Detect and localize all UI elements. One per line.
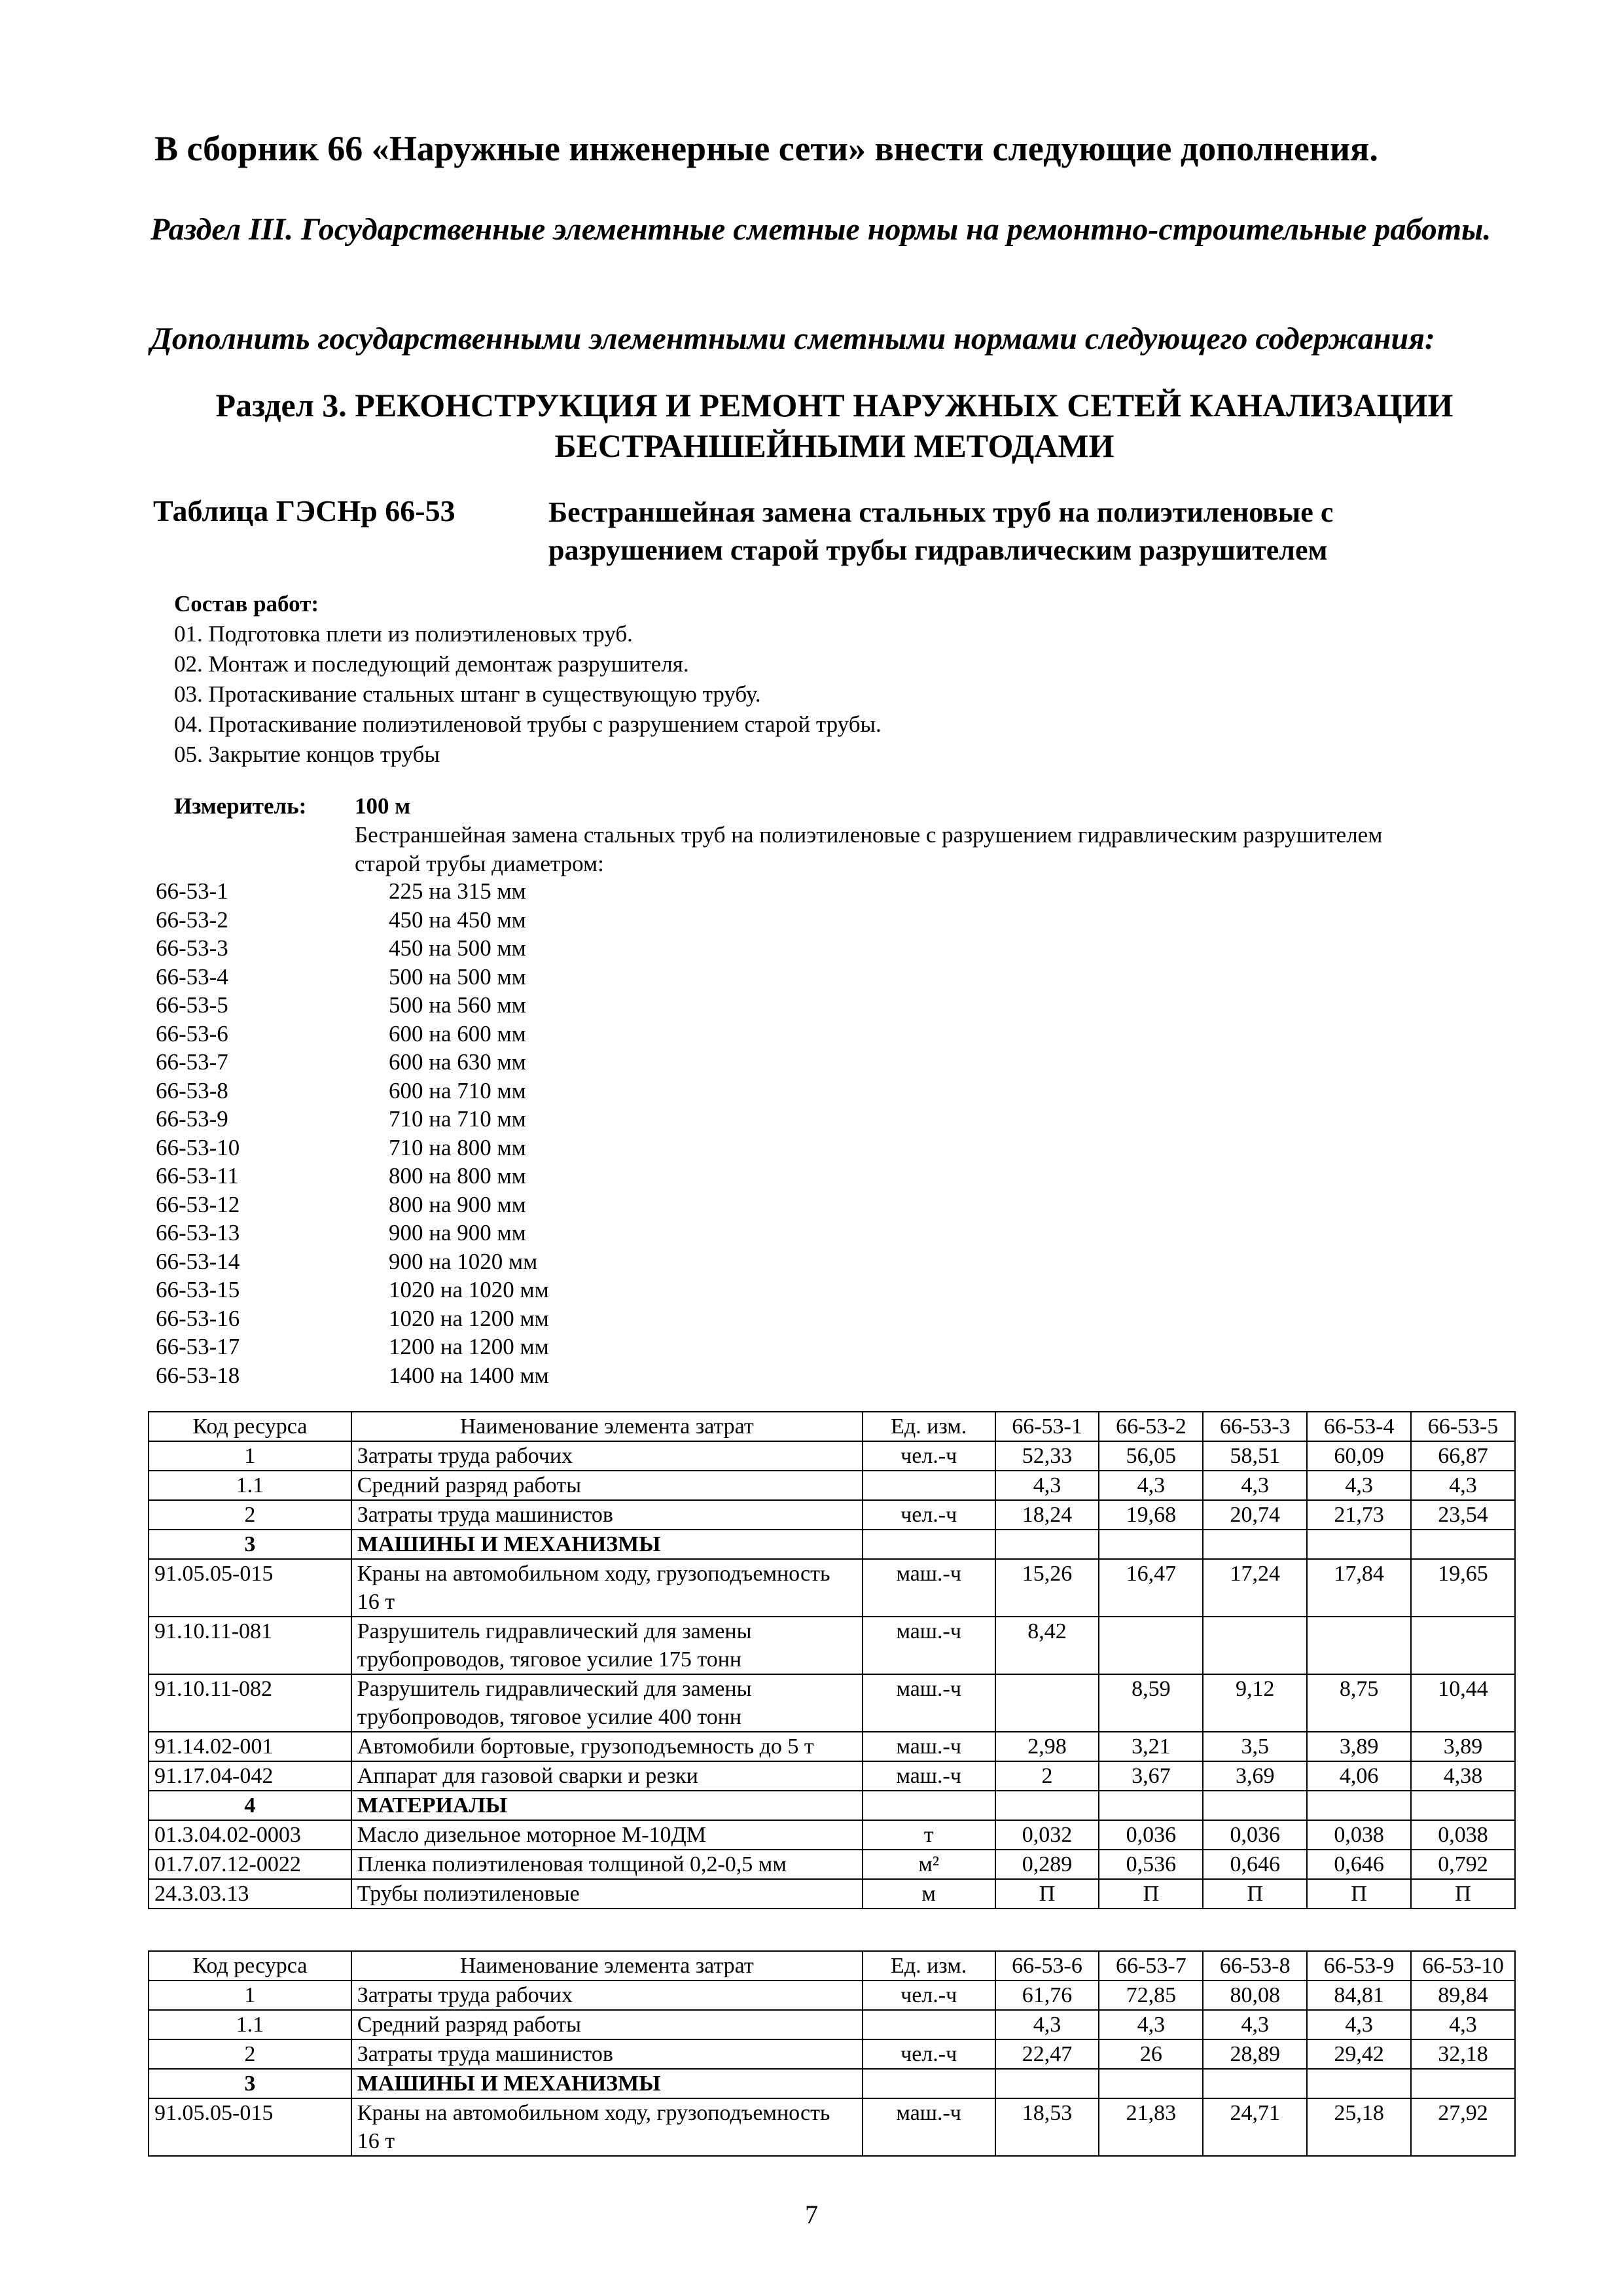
unit: маш.-ч <box>863 2098 995 2156</box>
unit <box>863 2069 995 2098</box>
resource-code: 01.7.07.12-0022 <box>149 1850 351 1879</box>
column-header: 66-53-6 <box>995 1951 1099 1981</box>
norm-value <box>1411 2069 1515 2098</box>
column-header: 66-53-3 <box>1203 1412 1307 1441</box>
meter-description-line-2: старой трубы диаметром: <box>355 851 604 876</box>
norm-value: 17,84 <box>1307 1559 1411 1617</box>
norm-value: 22,47 <box>995 2039 1099 2069</box>
norm-value: 8,42 <box>995 1617 1099 1674</box>
norm-code: 66-53-9 <box>156 1106 228 1132</box>
table-row <box>149 1674 1515 1732</box>
unit: маш.-ч <box>863 1674 995 1732</box>
norm-value: 0,032 <box>995 1820 1099 1850</box>
section-reference: Раздел III. Государственные элементные сметные нормы на ремонтно-строительные работы. <box>151 212 1491 247</box>
norm-diameter: 800 на 900 мм <box>389 1191 526 1217</box>
norm-value: 24,71 <box>1203 2098 1307 2156</box>
norm-code: 66-53-10 <box>156 1134 240 1160</box>
norm-diameter: 450 на 500 мм <box>389 935 526 961</box>
norm-code: 66-53-1 <box>156 878 228 904</box>
table-row <box>149 1500 1515 1530</box>
intro-heading: В сборник 66 «Наружные инженерные сети» внести следующие дополнения. <box>154 129 1378 168</box>
supplement-note: Дополнить государственными элементными сметными нормами следующего содержания: <box>151 321 1435 356</box>
norm-diameter: 500 на 560 мм <box>389 992 526 1018</box>
norm-code: 66-53-5 <box>156 992 228 1018</box>
norm-value: 29,42 <box>1307 2039 1411 2069</box>
section-title-line-2: БЕСТРАНШЕЙНЫМИ МЕТОДАМИ <box>554 427 1115 464</box>
norm-diameter: 500 на 500 мм <box>389 963 526 990</box>
norm-value: 4,3 <box>1307 1471 1411 1500</box>
norm-value: 3,21 <box>1099 1732 1203 1761</box>
norm-value <box>995 2069 1099 2098</box>
table-title-line-2: разрушением старой трубы гидравлическим разрушителем <box>548 534 1328 566</box>
norm-diameter: 225 на 315 мм <box>389 878 526 904</box>
norm-diameter: 900 на 1020 мм <box>389 1248 538 1274</box>
resource-name: Краны на автомобильном ходу, грузоподъемность 16 т <box>351 1559 863 1617</box>
resource-name: Трубы полиэтиленовые <box>351 1879 863 1909</box>
meter-description <box>355 821 1526 878</box>
norm-value <box>1203 1791 1307 1820</box>
column-header: 66-53-2 <box>1099 1412 1203 1441</box>
unit: чел.-ч <box>863 1441 995 1471</box>
norm-value <box>1203 1617 1307 1674</box>
resource-table-2 <box>148 1950 1516 2157</box>
norm-value: 56,05 <box>1099 1441 1203 1471</box>
norm-code: 66-53-15 <box>156 1277 240 1302</box>
norm-code: 66-53-13 <box>156 1220 240 1246</box>
table-row <box>149 1981 1515 2010</box>
resource-code: 91.10.11-082 <box>149 1674 351 1732</box>
work-composition-heading: Состав работ: <box>174 591 319 617</box>
table-header-row <box>149 1951 1515 1981</box>
norm-value: 8,75 <box>1307 1674 1411 1732</box>
norm-value: 4,3 <box>1411 1471 1515 1500</box>
table-header-row <box>149 1412 1515 1441</box>
resource-code: 2 <box>149 2039 351 2069</box>
norm-value <box>1307 1617 1411 1674</box>
resource-name: Масло дизельное моторное М-10ДМ <box>351 1820 863 1850</box>
norm-value <box>1411 1617 1515 1674</box>
unit: т <box>863 1820 995 1850</box>
norm-value: 25,18 <box>1307 2098 1411 2156</box>
resource-name: Разрушитель гидравлический для замены трубопроводов, тяговое усилие 400 тонн <box>351 1674 863 1732</box>
norm-code: 66-53-11 <box>156 1163 240 1189</box>
resource-code: 91.14.02-001 <box>149 1732 351 1761</box>
column-header: 66-53-9 <box>1307 1951 1411 1981</box>
norm-value: 66,87 <box>1411 1441 1515 1471</box>
norm-value: 52,33 <box>995 1441 1099 1471</box>
norm-diameter: 450 на 450 мм <box>389 906 526 933</box>
norm-value <box>1411 1530 1515 1559</box>
norm-value: 0,036 <box>1099 1820 1203 1850</box>
norm-value: 18,53 <box>995 2098 1099 2156</box>
norm-value: 4,38 <box>1411 1761 1515 1791</box>
norm-value: 4,3 <box>995 1471 1099 1500</box>
norm-diameter: 600 на 710 мм <box>389 1077 526 1103</box>
norm-value: 8,59 <box>1099 1674 1203 1732</box>
column-header: 66-53-5 <box>1411 1412 1515 1441</box>
norm-value <box>995 1530 1099 1559</box>
norm-value: 0,646 <box>1203 1850 1307 1879</box>
unit: м² <box>863 1850 995 1879</box>
unit: маш.-ч <box>863 1559 995 1617</box>
table-title-line-1: Бестраншейная замена стальных труб на полиэтиленовые с <box>548 496 1334 528</box>
unit: чел.-ч <box>863 1500 995 1530</box>
resource-code: 2 <box>149 1500 351 1530</box>
norm-value <box>1307 1791 1411 1820</box>
norm-value: 23,54 <box>1411 1500 1515 1530</box>
column-header: Код ресурса <box>149 1412 351 1441</box>
column-header: 66-53-1 <box>995 1412 1099 1441</box>
work-item: 02. Монтаж и последующий демонтаж разрушителя. <box>174 651 689 677</box>
norm-code: 66-53-16 <box>156 1305 240 1331</box>
norm-value: 80,08 <box>1203 1981 1307 2010</box>
work-item: 04. Протаскивание полиэтиленовой трубы с разрушением старой трубы. <box>174 711 882 737</box>
norm-value: 0,536 <box>1099 1850 1203 1879</box>
resource-name: Автомобили бортовые, грузоподъемность до 5 т <box>351 1732 863 1761</box>
norm-value: 0,289 <box>995 1850 1099 1879</box>
resource-name: Пленка полиэтиленовая толщиной 0,2-0,5 мм <box>351 1850 863 1879</box>
meter-value: 100 м <box>355 793 411 819</box>
norm-value: 4,3 <box>1411 2010 1515 2039</box>
norm-value: 2 <box>995 1761 1099 1791</box>
work-composition <box>174 589 882 770</box>
resource-code: 91.05.05-015 <box>149 2098 351 2156</box>
norm-value: 21,83 <box>1099 2098 1203 2156</box>
norm-value: 3,5 <box>1203 1732 1307 1761</box>
norm-diameter: 900 на 900 мм <box>389 1220 526 1246</box>
norm-diameter: 1400 на 1400 мм <box>389 1362 549 1388</box>
resource-table-1 <box>148 1411 1516 1909</box>
resource-name: Аппарат для газовой сварки и резки <box>351 1761 863 1791</box>
norm-value <box>1099 2069 1203 2098</box>
unit <box>863 1530 995 1559</box>
resource-code: 3 <box>149 2069 351 2098</box>
norm-value: 3,89 <box>1307 1732 1411 1761</box>
resource-name: Затраты труда рабочих <box>351 1441 863 1471</box>
resource-code: 1.1 <box>149 1471 351 1500</box>
unit: чел.-ч <box>863 1981 995 2010</box>
resource-code: 24.3.03.13 <box>149 1879 351 1909</box>
resource-name: Затраты труда рабочих <box>351 1981 863 2010</box>
table-row <box>149 1471 1515 1500</box>
resource-name: Краны на автомобильном ходу, грузоподъемность 16 т <box>351 2098 863 2156</box>
unit: маш.-ч <box>863 1617 995 1674</box>
norm-diameter: 600 на 600 мм <box>389 1020 526 1047</box>
resource-code: 3 <box>149 1530 351 1559</box>
norm-value: 4,3 <box>1099 1471 1203 1500</box>
norm-value <box>1203 2069 1307 2098</box>
resource-code: 1 <box>149 1981 351 2010</box>
norm-diameter: 710 на 710 мм <box>389 1106 526 1132</box>
norm-value: 89,84 <box>1411 1981 1515 2010</box>
norm-value <box>1307 1530 1411 1559</box>
norm-value: 0,038 <box>1307 1820 1411 1850</box>
column-header: Ед. изм. <box>863 1412 995 1441</box>
norm-code: 66-53-12 <box>156 1191 240 1217</box>
norm-value <box>995 1791 1099 1820</box>
norm-code: 66-53-8 <box>156 1077 228 1103</box>
norm-code: 66-53-6 <box>156 1020 228 1047</box>
meter-description-line-1: Бестраншейная замена стальных труб на полиэтиленовые с разрушением гидравлическим разрушителем <box>355 822 1383 848</box>
table-row <box>149 1850 1515 1879</box>
norm-value: 32,18 <box>1411 2039 1515 2069</box>
norm-value: П <box>1203 1879 1307 1909</box>
column-header: 66-53-10 <box>1411 1951 1515 1981</box>
resource-name: МАШИНЫ И МЕХАНИЗМЫ <box>351 2069 863 2098</box>
section-title-line-1: Раздел 3. РЕКОНСТРУКЦИЯ И РЕМОНТ НАРУЖНЫХ СЕТЕЙ КАНАЛИЗАЦИИ <box>215 387 1454 423</box>
norm-value: 61,76 <box>995 1981 1099 2010</box>
norm-value: 16,47 <box>1099 1559 1203 1617</box>
norm-value: 4,3 <box>1203 1471 1307 1500</box>
norm-code: 66-53-2 <box>156 906 228 933</box>
table-row <box>149 2010 1515 2039</box>
resource-code: 91.05.05-015 <box>149 1559 351 1617</box>
unit <box>863 1791 995 1820</box>
unit: м <box>863 1879 995 1909</box>
resource-code: 01.3.04.02-0003 <box>149 1820 351 1850</box>
norm-value: 0,792 <box>1411 1850 1515 1879</box>
unit <box>863 1471 995 1500</box>
column-header: 66-53-4 <box>1307 1412 1411 1441</box>
norm-code: 66-53-17 <box>156 1334 240 1359</box>
resource-name: Разрушитель гидравлический для замены трубопроводов, тяговое усилие 175 тонн <box>351 1617 863 1674</box>
norm-diameter: 600 на 630 мм <box>389 1049 526 1075</box>
table-row <box>149 1530 1515 1559</box>
unit: маш.-ч <box>863 1732 995 1761</box>
norm-value: 58,51 <box>1203 1441 1307 1471</box>
norm-value: 4,3 <box>1307 2010 1411 2039</box>
resource-name: Средний разряд работы <box>351 2010 863 2039</box>
norm-value <box>995 1674 1099 1732</box>
section-title <box>131 385 1538 466</box>
norm-value: П <box>1099 1879 1203 1909</box>
resource-code: 1.1 <box>149 2010 351 2039</box>
norm-value <box>1099 1791 1203 1820</box>
norm-value: 72,85 <box>1099 1981 1203 2010</box>
resource-name: МАТЕРИАЛЫ <box>351 1791 863 1820</box>
norm-value: 0,038 <box>1411 1820 1515 1850</box>
norm-code: 66-53-18 <box>156 1362 240 1388</box>
norm-value: П <box>995 1879 1099 1909</box>
unit: маш.-ч <box>863 1761 995 1791</box>
norm-value: 19,65 <box>1411 1559 1515 1617</box>
norm-value: 4,3 <box>995 2010 1099 2039</box>
norm-value: 0,036 <box>1203 1820 1307 1850</box>
norm-value: 28,89 <box>1203 2039 1307 2069</box>
table-row <box>149 2039 1515 2069</box>
table-row <box>149 1820 1515 1850</box>
norm-value: 17,24 <box>1203 1559 1307 1617</box>
norm-value: 21,73 <box>1307 1500 1411 1530</box>
norm-code: 66-53-3 <box>156 935 228 961</box>
resource-code: 91.10.11-081 <box>149 1617 351 1674</box>
norm-diameter-list <box>389 877 549 1390</box>
norm-value: 9,12 <box>1203 1674 1307 1732</box>
norm-value: П <box>1307 1879 1411 1909</box>
norm-value: 10,44 <box>1411 1674 1515 1732</box>
table-row <box>149 1761 1515 1791</box>
norm-value: 0,646 <box>1307 1850 1411 1879</box>
resource-name: Затраты труда машинистов <box>351 2039 863 2069</box>
table-row <box>149 2098 1515 2156</box>
norm-value: 4,06 <box>1307 1761 1411 1791</box>
norm-value <box>1099 1530 1203 1559</box>
work-item: 03. Протаскивание стальных штанг в существующую трубу. <box>174 681 761 707</box>
work-item: 01. Подготовка плети из полиэтиленовых труб. <box>174 621 633 647</box>
column-header: Код ресурса <box>149 1951 351 1981</box>
norm-value: 19,68 <box>1099 1500 1203 1530</box>
norm-value: 18,24 <box>995 1500 1099 1530</box>
norm-diameter: 800 на 800 мм <box>389 1163 526 1189</box>
norm-value: 27,92 <box>1411 2098 1515 2156</box>
norm-code-list <box>156 877 240 1390</box>
norm-diameter: 1020 на 1020 мм <box>389 1277 549 1302</box>
work-item: 05. Закрытие концов трубы <box>174 742 440 767</box>
page-number: 7 <box>805 2200 818 2229</box>
unit: чел.-ч <box>863 2039 995 2069</box>
norm-value <box>1307 2069 1411 2098</box>
resource-code: 4 <box>149 1791 351 1820</box>
norm-value: 3,89 <box>1411 1732 1515 1761</box>
norm-value: 3,67 <box>1099 1761 1203 1791</box>
norm-value: 4,3 <box>1203 2010 1307 2039</box>
column-header: Наименование элемента затрат <box>351 1412 863 1441</box>
table-row <box>149 1732 1515 1761</box>
norm-value <box>1099 1617 1203 1674</box>
norm-value: 3,69 <box>1203 1761 1307 1791</box>
norm-diameter: 1020 на 1200 мм <box>389 1305 549 1331</box>
norm-code: 66-53-14 <box>156 1248 240 1274</box>
column-header: 66-53-8 <box>1203 1951 1307 1981</box>
unit <box>863 2010 995 2039</box>
column-header: Ед. изм. <box>863 1951 995 1981</box>
table-title <box>548 493 1333 569</box>
table-row <box>149 2069 1515 2098</box>
table-row <box>149 1559 1515 1617</box>
norm-value: 26 <box>1099 2039 1203 2069</box>
resource-name: МАШИНЫ И МЕХАНИЗМЫ <box>351 1530 863 1559</box>
column-header: 66-53-7 <box>1099 1951 1203 1981</box>
norm-value <box>1411 1791 1515 1820</box>
norm-value: 20,74 <box>1203 1500 1307 1530</box>
table-row <box>149 1791 1515 1820</box>
norm-diameter: 1200 на 1200 мм <box>389 1334 549 1359</box>
resource-code: 1 <box>149 1441 351 1471</box>
norm-value: 84,81 <box>1307 1981 1411 2010</box>
norm-code: 66-53-4 <box>156 963 228 990</box>
resource-name: Средний разряд работы <box>351 1471 863 1500</box>
resource-name: Затраты труда машинистов <box>351 1500 863 1530</box>
table-row <box>149 1617 1515 1674</box>
norm-code: 66-53-7 <box>156 1049 228 1075</box>
norm-value: П <box>1411 1879 1515 1909</box>
norm-diameter: 710 на 800 мм <box>389 1134 526 1160</box>
norm-value: 15,26 <box>995 1559 1099 1617</box>
norm-value: 4,3 <box>1099 2010 1203 2039</box>
table-label: Таблица ГЭСНр 66-53 <box>153 494 455 528</box>
table-row <box>149 1441 1515 1471</box>
norm-value <box>1203 1530 1307 1559</box>
norm-value: 60,09 <box>1307 1441 1411 1471</box>
column-header: Наименование элемента затрат <box>351 1951 863 1981</box>
table-row <box>149 1879 1515 1909</box>
meter-label: Измеритель: <box>174 793 307 819</box>
resource-code: 91.17.04-042 <box>149 1761 351 1791</box>
norm-value: 2,98 <box>995 1732 1099 1761</box>
